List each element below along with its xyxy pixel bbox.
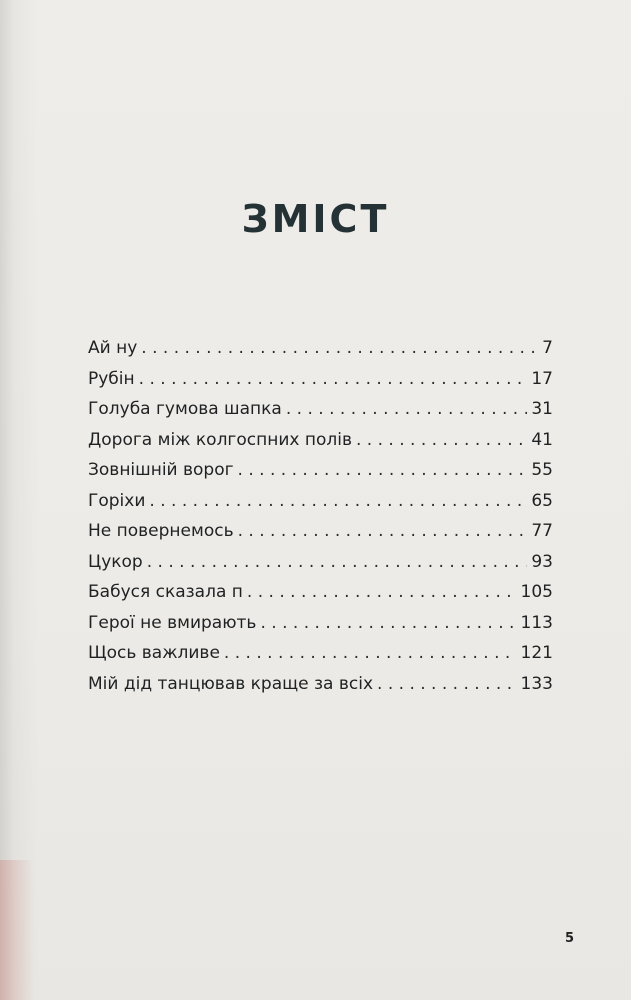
dot-leader xyxy=(238,460,528,480)
toc-entry-title: Не повернемось xyxy=(88,521,234,541)
toc-entry xyxy=(88,430,553,461)
toc-entry-page: 121 xyxy=(520,643,553,663)
toc-entry-page: 105 xyxy=(520,582,553,602)
dot-leader xyxy=(147,552,528,572)
toc-entry-title: Голуба гумова шапка xyxy=(88,399,282,419)
toc-entry xyxy=(88,613,553,644)
toc-entry-title: Зовнішній ворог xyxy=(88,460,234,480)
toc-entry-title: Дорога між колгоспних полів xyxy=(88,429,352,450)
dot-leader xyxy=(224,643,517,663)
toc-entry-page: 65 xyxy=(531,490,553,511)
toc-entry-page: 55 xyxy=(531,460,553,480)
dot-leader xyxy=(141,338,538,358)
toc-entry-page: 77 xyxy=(531,521,553,541)
toc-entry-title: Горіхи xyxy=(88,490,146,511)
dot-leader xyxy=(260,613,516,633)
dot-leader xyxy=(356,430,527,450)
page-title: ЗМІСТ xyxy=(241,197,390,241)
toc-entry-title: Мій дід танцював краще за всіх xyxy=(88,673,374,694)
toc-entry-title: Рубін xyxy=(88,368,135,389)
toc-entry-page: 113 xyxy=(520,612,553,633)
toc-entry xyxy=(88,643,553,674)
dot-leader xyxy=(238,521,528,541)
dot-leader xyxy=(247,582,517,602)
dot-leader xyxy=(286,399,528,419)
toc-entry xyxy=(88,674,553,705)
toc-entry xyxy=(88,369,553,400)
toc-entry-title: Ай ну xyxy=(88,338,138,358)
toc-entry xyxy=(88,552,553,583)
toc-entry xyxy=(88,399,553,430)
toc-entry xyxy=(88,582,553,613)
toc-entry xyxy=(88,460,553,491)
toc-entry-title: Цукор xyxy=(88,551,143,572)
toc-entry xyxy=(88,338,553,369)
toc-entry xyxy=(88,491,553,522)
toc-entry-page: 93 xyxy=(531,551,553,572)
toc-entry-page: 7 xyxy=(542,338,553,358)
toc-entry-title: Герої не вмирають xyxy=(88,612,257,633)
toc-entry-page: 17 xyxy=(531,368,553,389)
dot-leader xyxy=(149,491,527,511)
toc-entry-title: Щось важливе xyxy=(88,643,220,663)
toc-entry-page: 31 xyxy=(531,399,553,419)
page-number: 5 xyxy=(564,931,574,946)
toc-entry-page: 41 xyxy=(531,429,553,450)
table-of-contents xyxy=(88,338,553,704)
page-edge-tint xyxy=(0,860,34,1000)
dot-leader xyxy=(139,369,528,389)
toc-entry xyxy=(88,521,553,552)
toc-entry-title: Бабуся сказала п xyxy=(88,582,243,602)
dot-leader xyxy=(377,674,517,694)
toc-entry-page: 133 xyxy=(520,673,553,694)
